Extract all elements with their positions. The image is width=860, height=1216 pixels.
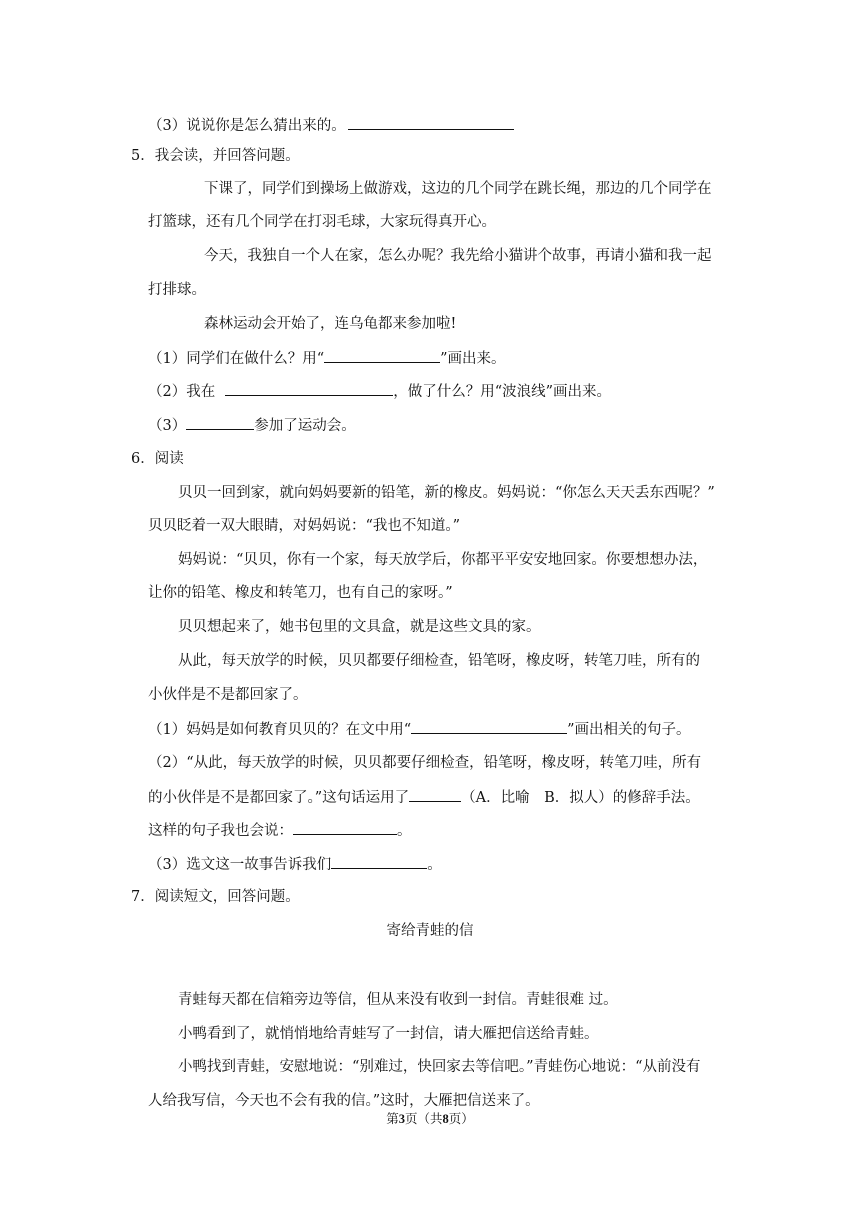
q6-passage-line: 从此，每天放学的时候，贝贝都要仔细检查，铅笔呀，橡皮呀，转笔刀哇，所有的 bbox=[178, 653, 700, 669]
q5-question-3 bbox=[148, 415, 356, 436]
answer-blank[interactable] bbox=[348, 115, 514, 130]
q6-passage-line: 妈妈说：“贝贝，你有一个家，每天放学后，你都平平安安地回家。你要想想办法， bbox=[178, 552, 708, 568]
q6-question-3 bbox=[148, 854, 442, 875]
q6-heading: 6．阅读 bbox=[131, 451, 184, 467]
footer-text: 页） bbox=[448, 1111, 474, 1126]
question-text: ”画出来。 bbox=[440, 351, 506, 367]
answer-blank[interactable] bbox=[411, 719, 567, 734]
q6-question-2: （2）“从此，每天放学的时候，贝贝都要仔细检查，铅笔呀，橡皮呀，转笔刀哇，所有 bbox=[148, 755, 702, 771]
q5-heading: 5．我会读，并回答问题。 bbox=[131, 148, 300, 164]
q7-heading: 7．阅读短文，回答问题。 bbox=[131, 889, 300, 905]
page-footer bbox=[0, 1111, 860, 1127]
question-text: （1）同学们在做什么？用“ bbox=[148, 351, 325, 367]
q6-question-2-sentence bbox=[148, 820, 412, 841]
q5-question-1 bbox=[148, 348, 506, 369]
question-text: 。 bbox=[427, 857, 442, 873]
q6-passage-line: 贝贝想起来了，她书包里的文具盒，就是这些文具的家。 bbox=[178, 619, 541, 635]
answer-blank[interactable] bbox=[331, 854, 427, 869]
q6-passage-line: 贝贝眨着一双大眼睛，对妈妈说：“我也不知道。” bbox=[148, 518, 461, 534]
page-total: 8 bbox=[442, 1112, 449, 1126]
q6-passage-line: 小伙伴是不是都回家了。 bbox=[148, 687, 308, 703]
question-text: 。 bbox=[397, 823, 412, 839]
q6-passage-line: 让你的铅笔、橡皮和转笔刀，也有自己的家呀。” bbox=[148, 585, 453, 601]
q6-question-1 bbox=[148, 719, 691, 740]
question-text: ，做了什么？用“波浪线”画出来。 bbox=[393, 384, 612, 400]
answer-blank[interactable] bbox=[409, 787, 461, 802]
q5-passage-line: 下课了，同学们到操场上做游戏，这边的几个同学在跳长绳，那边的几个同学在 bbox=[204, 181, 712, 197]
q5-passage-line: 打篮球，还有几个同学在打羽毛球，大家玩得真开心。 bbox=[148, 214, 496, 230]
answer-blank[interactable] bbox=[324, 348, 440, 363]
q4-sub3-text: （3）说说你是怎么猜出来的。 bbox=[148, 118, 346, 134]
q7-passage-line: 人给我写信，今天也不会有我的信。”这时，大雁把信送来了。 bbox=[148, 1093, 540, 1109]
question-text: 的小伙伴是不是都回家了。”这句话运用了 bbox=[148, 790, 410, 806]
q5-question-2 bbox=[148, 381, 611, 402]
q5-passage-line: 今天，我独自一个人在家，怎么办呢？我先给小猫讲个故事，再请小猫和我一起 bbox=[204, 248, 712, 264]
q6-question-2-cont bbox=[148, 787, 700, 808]
q5-passage-line: 森林运动会开始了，连乌龟都来参加啦! bbox=[204, 316, 457, 332]
question-text: （A．比喻 B．拟人）的修辞手法。 bbox=[461, 790, 700, 806]
question-text: （2）我在 bbox=[148, 384, 216, 400]
q7-passage-line: 小鸭找到青蛙，安慰地说：“别难过，快回家去等信吧。”青蛙伤心地说：“从前没有 bbox=[178, 1059, 701, 1075]
footer-text: 第 bbox=[386, 1111, 399, 1126]
q7-passage-line: 小鸭看到了，就悄悄地给青蛙写了一封信，请大雁把信送给青蛙。 bbox=[178, 1026, 599, 1042]
question-text: 这样的句子我也会说： bbox=[148, 823, 293, 839]
question-text: 参加了运动会。 bbox=[254, 418, 356, 434]
answer-blank[interactable] bbox=[186, 415, 254, 430]
question-text: ”画出相关的句子。 bbox=[567, 722, 691, 738]
question-text: （1）妈妈是如何教育贝贝的？在文中用“ bbox=[148, 722, 412, 738]
q4-sub3 bbox=[148, 115, 514, 136]
question-text: （3）选文这一故事告诉我们 bbox=[148, 857, 332, 873]
footer-text: 页（共 bbox=[404, 1111, 443, 1126]
page-number: 3 bbox=[398, 1112, 405, 1126]
question-text: （3） bbox=[148, 418, 187, 434]
q7-passage-line: 青蛙每天都在信箱旁边等信，但从来没有收到一封信。青蛙很难 过。 bbox=[178, 992, 618, 1008]
answer-blank[interactable] bbox=[225, 381, 393, 396]
answer-blank[interactable] bbox=[293, 820, 397, 835]
q5-passage-line: 打排球。 bbox=[148, 282, 206, 298]
q7-passage-title: 寄给青蛙的信 bbox=[386, 923, 474, 939]
q6-passage-line: 贝贝一回到家，就向妈妈要新的铅笔，新的橡皮。妈妈说：“你怎么天天丢东西呢？” bbox=[178, 485, 715, 501]
